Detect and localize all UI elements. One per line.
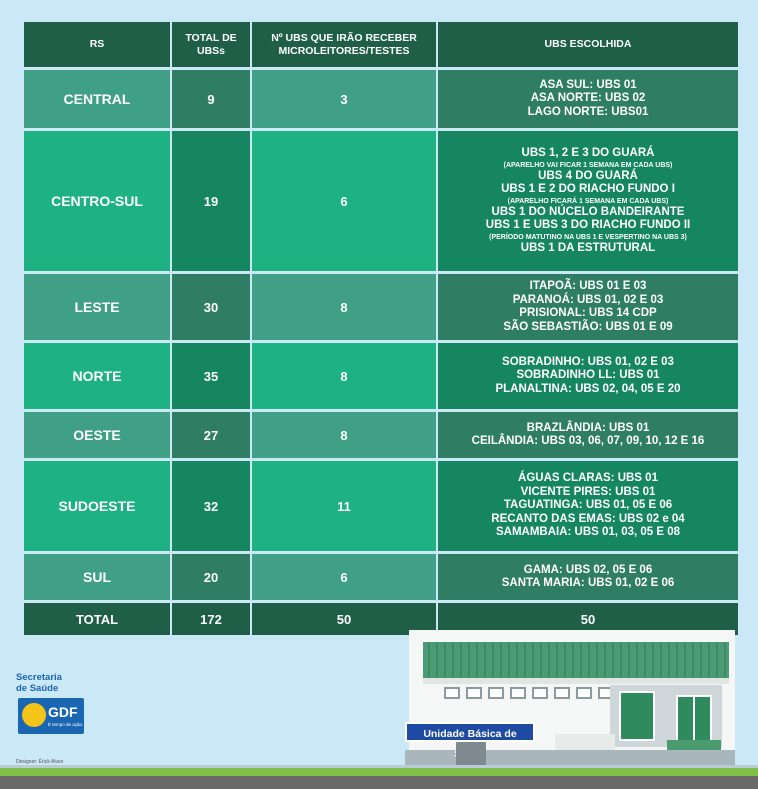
n-ubs-cell: 3 <box>252 70 436 128</box>
table-row <box>24 554 738 600</box>
rs-cell: CENTRO-SUL <box>24 131 170 271</box>
gdf-logo <box>18 698 84 734</box>
ubs-line: UBS 1 E UBS 3 DO RIACHO FUNDO II <box>485 219 691 231</box>
ubs-line: PARANOÁ: UBS 01, 02 E 03 <box>512 293 664 306</box>
total-ubs-cell: 27 <box>172 412 250 458</box>
ubs-line: ITAPOÃ: UBS 01 E 03 <box>529 280 647 292</box>
header-rs: RS <box>24 22 170 67</box>
n-ubs-cell: 11 <box>252 461 436 551</box>
rs-cell: SUDOESTE <box>24 461 170 551</box>
ubs-table <box>22 22 740 635</box>
ubs-line: CEILÂNDIA: UBS 03, 06, 07, 09, 10, 12 E 16 <box>471 435 705 447</box>
header-n-ubs: Nº UBS QUE IRÃO RECEBER MICROLEITORES/TESTES <box>252 22 436 67</box>
ubs-escolhida-cell <box>438 412 738 458</box>
table-row <box>24 461 738 551</box>
ubs-escolhida-cell <box>438 554 738 600</box>
n-ubs-cell: 8 <box>252 274 436 340</box>
ubs-note: (APARELHO VAI FICAR 1 SEMANA EM CADA UBS) <box>503 161 673 169</box>
table-row <box>24 131 738 271</box>
ubs-escolhida-cell <box>438 461 738 551</box>
rs-cell: CENTRAL <box>24 70 170 128</box>
table-header <box>24 22 738 67</box>
n-ubs-cell: 8 <box>252 343 436 409</box>
ubs-line: VICENTE PIRES: UBS 01 <box>520 485 656 498</box>
ipe-flower-icon <box>22 703 46 727</box>
n-ubs-cell: 8 <box>252 412 436 458</box>
road <box>0 776 758 789</box>
ubs-escolhida-cell <box>438 343 738 409</box>
total-ubs-cell: 19 <box>172 131 250 271</box>
ubs-line: PRISIONAL: UBS 14 CDP <box>519 307 657 319</box>
total-label-cell: TOTAL <box>24 603 170 635</box>
table-row <box>24 274 738 340</box>
ubs-line: ASA NORTE: UBS 02 <box>530 92 646 105</box>
rs-cell: NORTE <box>24 343 170 409</box>
total-ubs-cell: 20 <box>172 554 250 600</box>
header-total-ubs: TOTAL DE UBSs <box>172 22 250 67</box>
n-ubs-sum-cell: 50 <box>252 603 436 635</box>
total-ubs-cell: 30 <box>172 274 250 340</box>
ubs-line: ÁGUAS CLARAS: UBS 01 <box>518 472 658 485</box>
logo-line2: de Saúde <box>16 683 59 694</box>
ubs-note: (PERÍODO MATUTINO NA UBS 1 E VESPERTINO NA UBS 3) <box>489 233 687 241</box>
total-ubs-cell: 35 <box>172 343 250 409</box>
ubs-sum-cell: 50 <box>438 603 738 635</box>
n-ubs-cell: 6 <box>252 131 436 271</box>
rs-cell: OESTE <box>24 412 170 458</box>
n-ubs-cell: 6 <box>252 554 436 600</box>
logo-slogan: É tempo de ação. <box>48 722 84 727</box>
ubs-escolhida-cell <box>438 131 738 271</box>
logo-brand: GDF <box>48 704 78 720</box>
ubs-line: SOBRADINHO: UBS 01, 02 E 03 <box>502 355 674 368</box>
ubs-line: UBS 1 DO NÚCELO BANDEIRANTE <box>491 205 685 218</box>
ubs-line: RECANTO DAS EMAS: UBS 02 e 04 <box>491 512 685 525</box>
ubs-sign: Unidade Básica de <box>405 722 535 742</box>
ubs-line: UBS 1 DA ESTRUTURAL <box>520 241 656 254</box>
secretaria-logo-text <box>16 672 62 694</box>
ubs-escolhida-cell <box>438 70 738 128</box>
rs-cell: LESTE <box>24 274 170 340</box>
total-ubs-cell: 32 <box>172 461 250 551</box>
header-ubs-escolhida: UBS ESCOLHIDA <box>438 22 738 67</box>
table-row <box>24 70 738 128</box>
ubs-line: PLANALTINA: UBS 02, 04, 05 E 20 <box>495 382 681 395</box>
ubs-line: UBS 1, 2 E 3 DO GUARÁ <box>521 147 655 159</box>
ubs-line: UBS 4 DO GUARÁ <box>538 169 638 182</box>
ubs-line: SAMAMBAIA: UBS 01, 03, 05 E 08 <box>495 526 681 539</box>
total-ubs-cell: 9 <box>172 70 250 128</box>
ubs-escolhida-cell <box>438 274 738 340</box>
ubs-line: SANTA MARIA: UBS 01, 02 E 06 <box>501 577 675 589</box>
ubs-line: GAMA: UBS 02, 05 E 06 <box>523 563 653 576</box>
designer-credit: Designer: Érick Alves <box>16 759 64 765</box>
table-row <box>24 412 738 458</box>
rs-cell: SUL <box>24 554 170 600</box>
ubs-line: UBS 1 E 2 DO RIACHO FUNDO I <box>501 183 675 195</box>
ubs-line: ASA SUL: UBS 01 <box>539 78 637 91</box>
ubs-line: SÃO SEBASTIÃO: UBS 01 E 09 <box>503 320 673 333</box>
ubs-note: (APARELHO FICARÁ 1 SEMANA EM CADA UBS) <box>507 197 669 205</box>
ubs-line: TAGUATINGA: UBS 01, 05 E 06 <box>503 499 673 512</box>
total-ubs-sum-cell: 172 <box>172 603 250 635</box>
ubs-line: LAGO NORTE: UBS01 <box>527 105 649 118</box>
grass-strip <box>0 768 758 776</box>
logo-line1: Secretaria <box>16 672 62 683</box>
table-row <box>24 343 738 409</box>
ubs-line: BRAZLÂNDIA: UBS 01 <box>526 421 650 434</box>
ubs-line: SOBRADINHO LL: UBS 01 <box>516 369 660 382</box>
